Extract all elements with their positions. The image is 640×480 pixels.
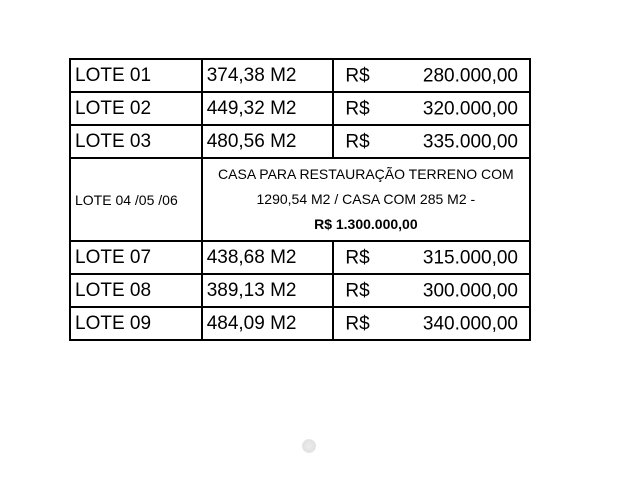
table-row (70, 125, 530, 158)
merged-lot-description (202, 158, 530, 241)
merged-lot-row (70, 158, 530, 241)
lot-name: LOTE 09 (70, 307, 202, 340)
lot-price-cell (333, 274, 530, 307)
lot-price-cell (333, 307, 530, 340)
lot-price: 340.000,00 (422, 313, 518, 334)
lot-name: LOTE 08 (70, 274, 202, 307)
table-row (70, 274, 530, 307)
lot-price-cell (333, 92, 530, 125)
lot-price-table (69, 58, 531, 341)
lot-area: 449,32 M2 (202, 92, 334, 125)
lot-price: 280.000,00 (422, 65, 518, 86)
lot-area: 438,68 M2 (202, 241, 334, 274)
table-row (70, 307, 530, 340)
lot-price: 335.000,00 (422, 131, 518, 152)
lot-area: 374,38 M2 (202, 59, 334, 92)
lot-area: 389,13 M2 (202, 274, 334, 307)
table-row (70, 92, 530, 125)
merged-lot-price: R$ 1.300.000,00 (314, 216, 418, 232)
lot-price: 300.000,00 (422, 280, 518, 301)
currency-symbol: R$ (345, 65, 370, 86)
lot-name: LOTE 01 (70, 59, 202, 92)
lot-area: 484,09 M2 (202, 307, 334, 340)
currency-symbol: R$ (345, 98, 370, 119)
table-row (70, 59, 530, 92)
lot-price-cell (333, 241, 530, 274)
merged-lot-name: LOTE 04 /05 /06 (70, 158, 202, 241)
lot-area: 480,56 M2 (202, 125, 334, 158)
description-line: CASA PARA RESTAURAÇÃO TERRENO COM (218, 166, 514, 182)
lot-price: 320.000,00 (422, 98, 518, 119)
lot-price-cell (333, 125, 530, 158)
lot-name: LOTE 02 (70, 92, 202, 125)
lot-price-cell (333, 59, 530, 92)
lot-name: LOTE 03 (70, 125, 202, 158)
currency-symbol: R$ (345, 131, 370, 152)
circle-dot-icon (302, 439, 316, 453)
lot-price: 315.000,00 (422, 247, 518, 268)
description-line: 1290,54 M2 / CASA COM 285 M2 - (256, 191, 476, 207)
currency-symbol: R$ (345, 247, 370, 268)
lot-name: LOTE 07 (70, 241, 202, 274)
table-row (70, 241, 530, 274)
currency-symbol: R$ (345, 313, 370, 334)
currency-symbol: R$ (345, 280, 370, 301)
